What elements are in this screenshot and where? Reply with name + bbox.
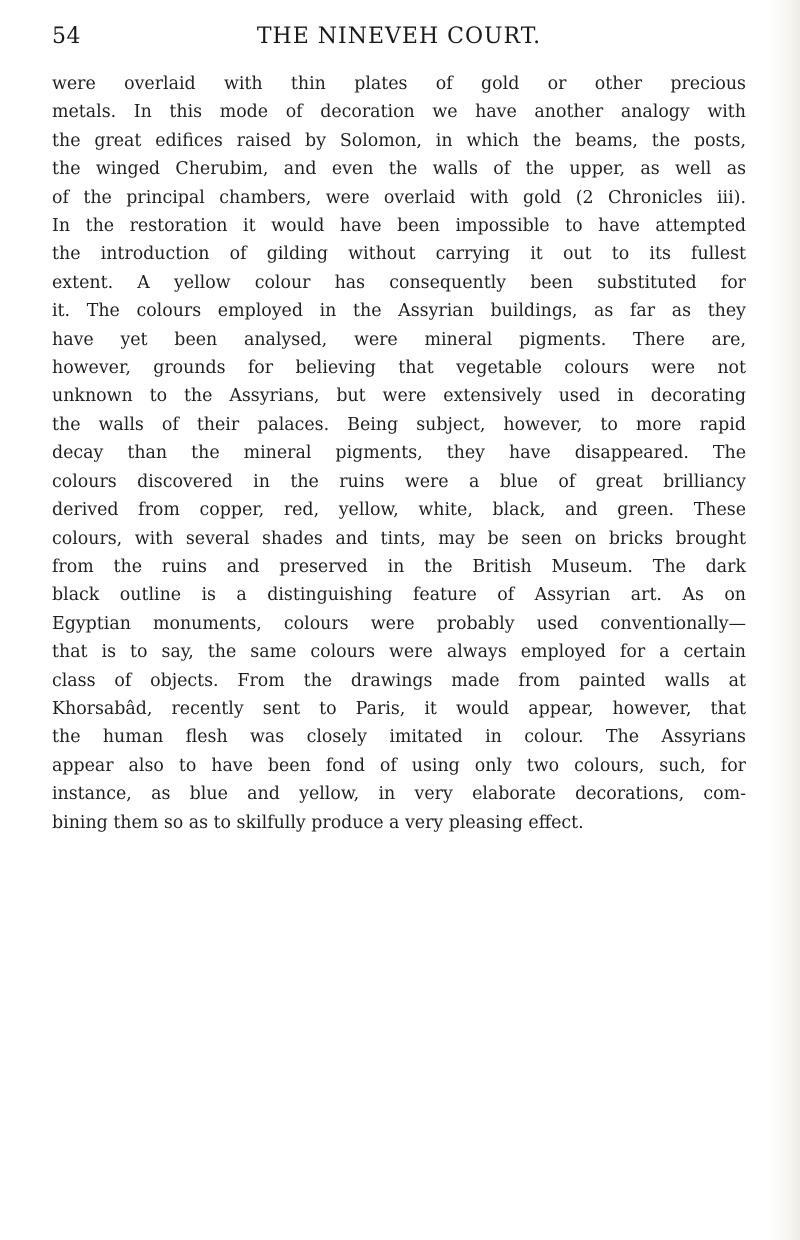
- body-paragraph: [52, 70, 746, 837]
- text-line: instance, as blue and yellow, in very elaborate decorations, com-: [52, 784, 746, 805]
- text-line: the winged Cherubim, and even the walls of the upper, as well as: [52, 159, 746, 180]
- text-line: metals. In this mode of decoration we have another analogy with: [52, 102, 746, 123]
- text-line: the introduction of gilding without carrying it out to its fullest: [52, 244, 746, 265]
- page-number: 54: [52, 24, 81, 49]
- text-line: the walls of their palaces. Being subject, however, to more rapid: [52, 414, 746, 435]
- text-line: that is to say, the same colours were always employed for a certain: [52, 642, 746, 663]
- text-line: decay than the mineral pigments, they have disappeared. The: [52, 443, 746, 464]
- text-line: black outline is a distinguishing feature of Assyrian art. As on: [52, 585, 746, 606]
- text-line: the great edifices raised by Solomon, in which the beams, the posts,: [52, 130, 746, 151]
- text-line: class of objects. From the drawings made from painted walls at: [52, 670, 746, 691]
- text-line: however, grounds for believing that vegetable colours were not: [52, 358, 746, 379]
- text-line: it. The colours employed in the Assyrian buildings, as far as they: [52, 301, 746, 322]
- text-line: appear also to have been fond of using only two colours, such, for: [52, 755, 746, 776]
- text-line: colours discovered in the ruins were a blue of great brilliancy: [52, 471, 746, 492]
- text-line: the human flesh was closely imitated in colour. The Assyrians: [52, 727, 746, 748]
- page-header: [52, 24, 746, 54]
- text-line: colours, with several shades and tints, may be seen on bricks brought: [52, 528, 746, 549]
- text-line: extent. A yellow colour has consequently been substituted for: [52, 272, 746, 293]
- running-head: THE NINEVEH COURT.: [256, 24, 542, 49]
- text-line: Khorsabâd, recently sent to Paris, it would appear, however, that: [52, 698, 746, 719]
- text-line: bining them so as to skilfully produce a very pleasing effect.: [52, 812, 584, 833]
- text-line: have yet been analysed, were mineral pigments. There are,: [52, 329, 746, 350]
- text-line: derived from copper, red, yellow, white, black, and green. These: [52, 500, 746, 521]
- text-line: Egyptian monuments, colours were probably used conventionally—: [52, 613, 746, 634]
- text-line: unknown to the Assyrians, but were extensively used in decorating: [52, 386, 746, 407]
- text-line: were overlaid with thin plates of gold or other precious: [52, 74, 746, 94]
- text-line: from the ruins and preserved in the British Museum. The dark: [52, 556, 746, 577]
- text-line: of the principal chambers, were overlaid with gold (2 Chronicles iii).: [52, 187, 746, 208]
- text-line: In the restoration it would have been impossible to have attempted: [52, 216, 746, 237]
